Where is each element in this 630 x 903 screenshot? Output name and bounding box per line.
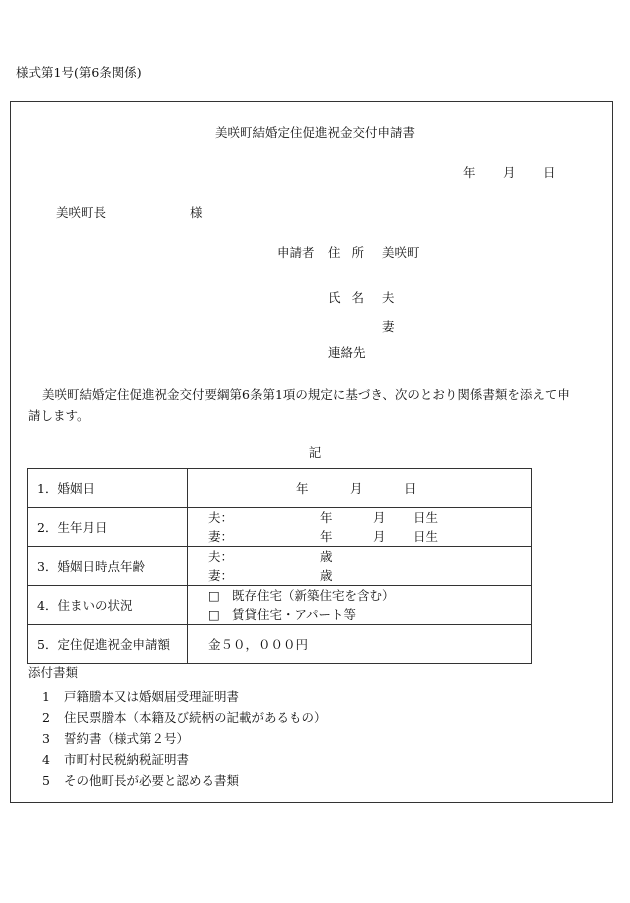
table-row — [28, 508, 532, 547]
attachment-text: 戸籍謄本又は婚姻届受理証明書 — [64, 689, 240, 704]
row-label-housing: 4．住まいの状況 — [28, 586, 188, 625]
date-year-label: 年 — [463, 165, 476, 180]
row-label-birthdate: 2．生年月日 — [28, 508, 188, 547]
row-label-marriage-date: 1．婚姻日 — [28, 469, 188, 508]
attachment-number: 3 — [42, 731, 50, 746]
amount-text: 金５０，０００円 — [208, 636, 309, 652]
address-label: 住所 — [328, 245, 376, 260]
row-label-amount: 5．定住促進祝金申請額 — [28, 625, 188, 664]
document-title: 美咲町結婚定住促進祝金交付申請書 — [214, 125, 415, 140]
attachment-text: その他町長が必要と認める書類 — [64, 773, 240, 788]
addressee-honorific: 様 — [190, 205, 203, 220]
contact-label: 連絡先 — [328, 345, 366, 360]
form-number-label: 様式第1号(第6条関係) — [16, 65, 142, 80]
applicant-label: 申請者 — [277, 245, 315, 260]
wife-name-label: 妻 — [382, 319, 395, 334]
table-row — [28, 625, 532, 664]
age-field[interactable] — [188, 547, 532, 586]
address-value: 美咲町 — [382, 245, 420, 260]
birth-husband-day: 日生 — [413, 510, 439, 525]
husband-name-label: 夫 — [382, 290, 395, 305]
attachment-text: 市町村民税納税証明書 — [64, 752, 190, 767]
housing-field — [188, 586, 532, 625]
attachment-number: 1 — [42, 689, 50, 704]
age-wife-label: 妻： — [208, 568, 234, 583]
housing-rental-checkbox[interactable]: □ — [208, 607, 220, 622]
date-month-label: 月 — [503, 165, 516, 180]
attachment-text: 誓約書（様式第２号） — [64, 731, 190, 746]
application-details-table — [27, 468, 532, 664]
list-item — [42, 686, 327, 707]
marriage-day-label: 日 — [404, 480, 417, 496]
amount-value — [188, 625, 532, 664]
marriage-year-label: 年 — [296, 480, 309, 496]
birth-wife-label: 妻： — [208, 529, 234, 544]
date-day-label: 日 — [543, 165, 556, 180]
name-label: 氏名 — [328, 290, 376, 305]
addressee-name: 美咲町長 — [56, 205, 107, 220]
ki-heading: 記 — [308, 445, 322, 460]
age-husband-unit: 歳 — [320, 549, 333, 564]
application-statement: 美咲町結婚定住促進祝金交付要綱第6条第1項の規定に基づき、次のとおり関係書類を添えて申請します。 — [28, 387, 570, 423]
list-item — [42, 749, 327, 770]
attachment-number: 5 — [42, 773, 50, 788]
housing-existing-label: 既存住宅（新築住宅を含む） — [232, 588, 395, 603]
attachments-title: 添付書類 — [28, 665, 79, 680]
birth-wife-year: 年 — [320, 529, 333, 544]
birth-husband-month: 月 — [373, 510, 386, 525]
table-row — [28, 547, 532, 586]
attachment-number: 2 — [42, 710, 50, 725]
attachments-list — [42, 686, 327, 791]
birth-husband-year: 年 — [320, 510, 333, 525]
row-label-age: 3．婚姻日時点年齢 — [28, 547, 188, 586]
list-item — [42, 770, 327, 791]
marriage-month-label: 月 — [350, 480, 363, 496]
attachment-number: 4 — [42, 752, 50, 767]
age-husband-label: 夫： — [208, 549, 234, 564]
age-wife-unit: 歳 — [320, 568, 333, 583]
marriage-date-field[interactable] — [188, 469, 532, 508]
list-item — [42, 728, 327, 749]
birth-wife-day: 日生 — [413, 529, 439, 544]
list-item — [42, 707, 327, 728]
housing-existing-checkbox[interactable]: □ — [208, 588, 220, 603]
table-row — [28, 586, 532, 625]
attachment-text: 住民票謄本（本籍及び続柄の記載があるもの） — [64, 710, 327, 725]
birth-wife-month: 月 — [373, 529, 386, 544]
birth-husband-label: 夫： — [208, 510, 234, 525]
birthdate-field[interactable] — [188, 508, 532, 547]
table-row — [28, 469, 532, 508]
housing-rental-label: 賃貸住宅・アパート等 — [232, 607, 357, 622]
